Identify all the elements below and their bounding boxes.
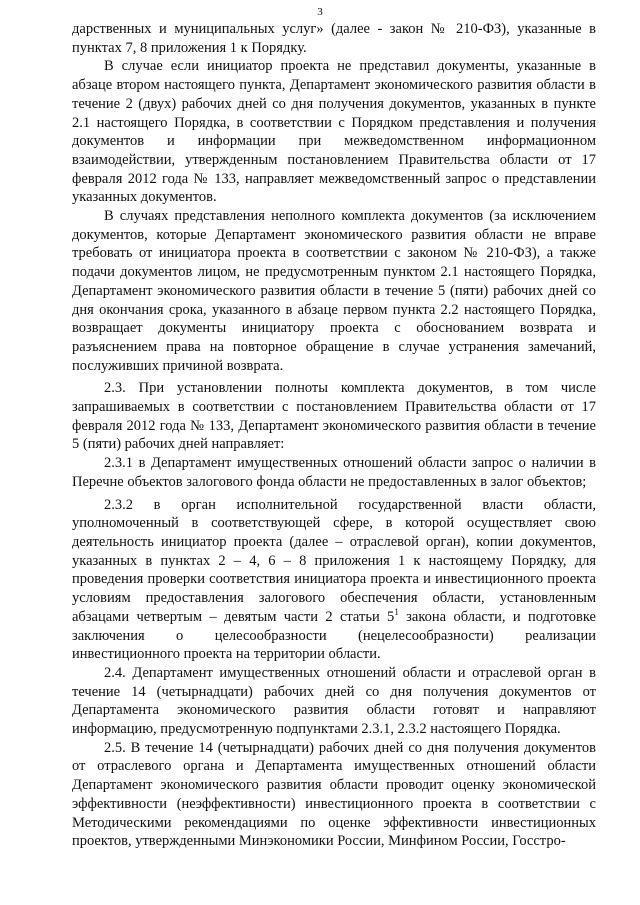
clause-2-3-2-text-start: 2.3.2 в орган исполнительной государственной власти области, уполномоченный в соответствующей сфере, в которой осуществляет свою деятельность инициатор проекта (далее – отраслевой орган), копии документов, указанных в пунктах 2 – 4, 6 – 8 приложения 1 к настоящему Порядку, для проведения проверки соответствия инициатора проекта и инвестиционного проекта условиям предоставления залогового обеспечения области, установленным абзацами четвертым – девятым части 2 статьи 5 xyxy=(72,496,596,625)
document-body xyxy=(72,20,596,851)
clause-2-3-2-text-end: закона области, и подготовке заключения о целесообразности (нецелесообразности) реализации инвестиционного проекта на территории области. xyxy=(72,608,596,663)
paragraph-interagency-request: В случае если инициатор проекта не представил документы, указанные в абзаце втором настоящего пункта, Департамент экономического развития области в течение 2 (двух) рабочих дней со дня получения документов, указанных в пункте 2.1 настоящего Порядка, в соответствии с Порядком представления и получения документов и информации при межведомственном информационном взаимодействии, утвержденным постановлением Правительства области от 17 февраля 2012 года № 133, направляет межведомственный запрос о представлении указанных документов. xyxy=(72,58,596,206)
paragraph-continuation: дарственных и муниципальных услуг» (далее - закон № 210-ФЗ), указанные в пунктах 7, 8 приложения 1 к Порядку. xyxy=(72,21,596,56)
article-superscript: 1 xyxy=(394,606,399,617)
paragraph-clause-2-5: 2.5. В течение 14 (четырнадцати) рабочих дней со дня получения документов от отраслевого органа и Департамента имущественных отношений области Департамент экономического развития области проводит оценку экономической эффективности (неэффективности) инвестиционного проекта в соответствии с Методическими рекомендациями по оценке эффективности инвестиционных проектов, утвержденными Минэкономики России, Минфином России, Госстро- xyxy=(72,739,596,850)
paragraph-clause-2-3: 2.3. При установлении полноты комплекта документов, в том числе запрашиваемых в соответствии с постановлением Правительства области от 17 февраля 2012 года № 133, Департамент экономического развития области в течение 5 (пяти) рабочих дней направляет: xyxy=(72,380,596,453)
paragraph-incomplete-documents: В случаях представления неполного комплекта документов (за исключением документов, которые Департамент экономического развития области не вправе требовать от инициатора проекта в соответствии с законом № 210-ФЗ), а также подачи документов лицом, не предусмотренным пунктом 2.1 настоящего Порядка, Департамент экономического развития области в течение 5 (пяти) рабочих дней со дня окончания срока, указанного в абзаце первом пункта 2.2 настоящего Порядка, возвращает документы инициатору проекта с обоснованием возврата и разъяснением права на повторное обращение в случае устранения замечаний, послуживших причиной возврата. xyxy=(72,208,596,374)
paragraph-clause-2-3-2 xyxy=(72,496,596,664)
page-number: 3 xyxy=(317,6,323,18)
paragraph-clause-2-4: 2.4. Департамент имущественных отношений области и отраслевой орган в течение 14 (четырнадцати) рабочих дней со дня получения документов от Департамента экономического развития области готовят и направляют информацию, предусмотренную подпунктами 2.3.1, 2.3.2 настоящего Порядка. xyxy=(72,664,596,738)
paragraph-clause-2-3-1: 2.3.1 в Департамент имущественных отношений области запрос о наличии в Перечне объектов залогового фонда области не предоставленных в залог объектов; xyxy=(72,455,596,490)
